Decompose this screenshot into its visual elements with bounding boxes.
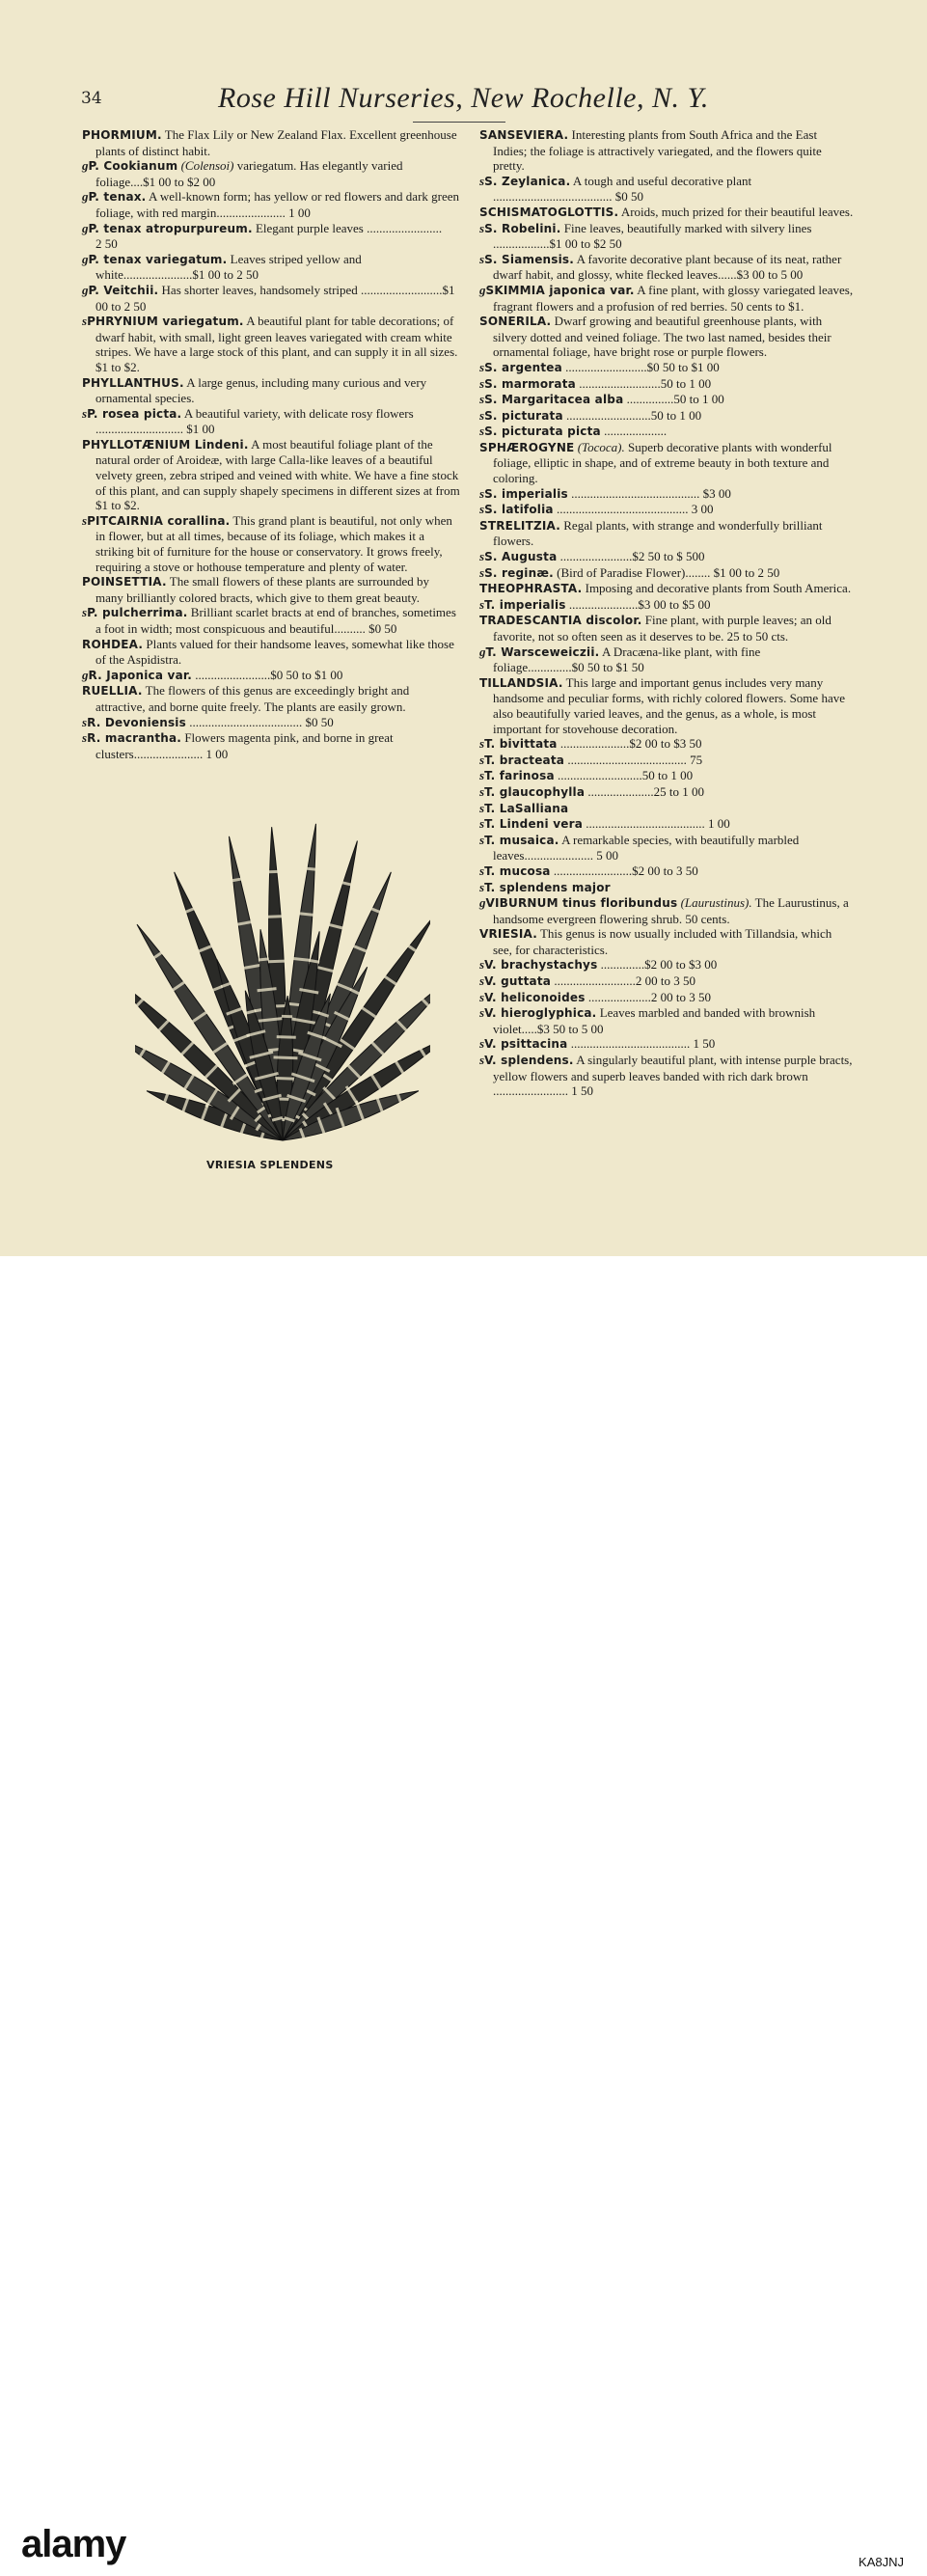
entry-text: Flowers magenta pink, and borne in great clusters...................... — [95, 730, 394, 761]
entry-text: Leaves striped yellow and white......................$1 00 to — [95, 252, 362, 283]
entry-name: V. psittacina — [484, 1037, 567, 1051]
entry-mark: s — [479, 957, 484, 972]
entry-name: S. picturata — [484, 409, 563, 423]
entry-mark: s — [479, 880, 484, 894]
catalog-entry — [479, 753, 854, 769]
catalog-entry — [479, 565, 854, 582]
entry-price: 3 50 — [673, 973, 695, 988]
catalog-entry — [479, 252, 854, 283]
entry-name: POINSETTIA. — [82, 575, 167, 589]
catalog-entry — [479, 833, 854, 863]
entry-mark: s — [479, 424, 484, 438]
entry-text: .......................$2 50 to — [560, 549, 673, 563]
entry-mark: s — [479, 833, 484, 847]
entry-text: A remarkable species, with beautifully marbled leaves...................... — [493, 833, 799, 863]
entry-text: A large genus, including many curious and very ornamental species. — [95, 375, 426, 406]
leaf-band — [265, 917, 285, 918]
entry-mark: s — [479, 174, 484, 188]
entry-text: Brilliant scarlet bracts at end of branches, sometimes a foot in width; most conspicuous and beautiful.......... — [95, 605, 456, 636]
entry-text: ...............50 to — [627, 392, 699, 406]
entry-mark: s — [479, 736, 484, 751]
catalog-entry — [479, 801, 854, 817]
entry-text: (Bird of Paradise Flower)........ $1 00 to — [557, 565, 754, 580]
catalog-entry — [479, 644, 854, 675]
leaf-band — [232, 879, 242, 881]
entry-text: Has shorter leaves, handsomely striped ..........................$1 00 to — [95, 283, 455, 314]
entry-text: Elegant purple leaves ........................ — [256, 221, 442, 235]
entry-mark: s — [82, 715, 87, 729]
entry-text: Fine leaves, beautifully marked with silvery lines ..................$1 00 to — [493, 221, 811, 252]
entry-mark: s — [479, 768, 484, 782]
entry-price: $0 50 — [615, 189, 643, 204]
entry-text: The Flax Lily or New Zealand Flax. Excellent greenhouse plants of distinct habit. — [95, 127, 457, 158]
catalog-entry — [479, 613, 854, 644]
entry-text: The small flowers of these plants are surrounded by many brilliantly colored bracts, which give to them great beauty. — [95, 574, 429, 605]
catalog-entry — [82, 437, 460, 513]
entry-name: S. Margaritacea alba — [484, 393, 623, 406]
entry-name: VIBURNUM tinus floribundus — [486, 896, 678, 910]
catalog-entry — [82, 683, 460, 714]
entry-name: T. imperialis — [484, 598, 566, 612]
entry-name: V. brachystachys — [484, 958, 597, 972]
catalog-entry — [479, 549, 854, 565]
entry-name: T. bracteata — [484, 754, 564, 767]
entry-text: ......................$2 00 to — [560, 736, 670, 751]
entry-price: 3 50 — [689, 990, 711, 1004]
entry-mark: g — [82, 668, 89, 682]
entry-price: 5 00 — [582, 1022, 604, 1036]
entry-mark: g — [82, 283, 89, 297]
entry-latin: (Tococa). — [578, 440, 625, 454]
entry-name: PHYLLOTÆNIUM Lindeni. — [82, 438, 249, 452]
footer-strip — [0, 1256, 927, 1341]
entry-mark: s — [479, 360, 484, 374]
catalog-entry — [82, 574, 460, 605]
entry-price: 5 00 — [780, 267, 803, 282]
entry-name: PHORMIUM. — [82, 128, 162, 142]
entry-mark: s — [479, 1053, 484, 1067]
entry-text: This large and important genus includes very many handsome and peculiar forms, with richly colored flowers. Some have also beautifully varied leaves, and the genus, as a whole, is most important for stovehouse decoration. — [493, 675, 845, 736]
catalog-entry — [479, 127, 854, 174]
entry-text: ...........................50 to — [566, 408, 676, 423]
entry-text: A Dracæna-like plant, with fine foliage..............$0 50 to — [493, 644, 760, 675]
entry-text: ..............$2 00 to — [601, 957, 686, 972]
entry-text: A beautiful plant for table decorations; of dwarf habit, with small, light green leaves variegated with cream white stripes. We have a large stock of this plant, and can supply it in all sizes. $1 to $2. — [95, 314, 457, 374]
entry-name: R. Japonica var. — [89, 669, 193, 682]
entry-name: PITCAIRNIA corallina. — [87, 514, 230, 528]
entry-name: VRIESIA. — [479, 927, 537, 941]
left-column — [82, 127, 460, 761]
catalog-entry — [479, 957, 854, 973]
image-id: KA8JNJ — [859, 2555, 904, 2569]
catalog-entry — [479, 376, 854, 393]
entry-mark: s — [479, 221, 484, 235]
catalog-entry — [479, 1005, 854, 1036]
entry-name: S. argentea — [484, 361, 562, 374]
entry-text: ..........................$0 50 to — [565, 360, 688, 374]
entry-name: S. marmorata — [484, 377, 576, 391]
entry-text: The Laurustinus, a handsome evergreen flowering shrub. 50 cents. — [493, 895, 849, 926]
page-number: 34 — [81, 89, 102, 108]
catalog-entry — [479, 221, 854, 252]
entry-name: T. mucosa — [484, 864, 551, 878]
entry-name: PHYLLANTHUS. — [82, 376, 184, 390]
catalog-page — [0, 0, 927, 1256]
entry-name: P. Cookianum — [89, 159, 178, 173]
entry-text: Imposing and decorative plants from South America. — [586, 581, 851, 595]
catalog-entry — [82, 375, 460, 406]
catalog-entry — [479, 408, 854, 425]
catalog-entry — [82, 605, 460, 636]
entry-price: 1 50 — [571, 1083, 593, 1098]
entry-text: ........................$0 50 to — [195, 668, 312, 682]
watermark-logo — [21, 2528, 166, 2576]
entry-text: The flowers of this genus are exceedingly bright and attractive, and borne quite freely. The plants are easily grown. — [95, 683, 409, 714]
entry-name: SPHÆROGYNE — [479, 441, 574, 454]
entry-price: $1 50 — [615, 660, 643, 674]
entry-mark: s — [479, 597, 484, 612]
entry-text: A fine plant, with glossy variegated leaves, fragrant flowers and a profusion of red berries. 50 cents to $1. — [493, 283, 853, 314]
entry-text: ..........................2 00 to — [554, 973, 670, 988]
entry-text: .................... — [604, 424, 667, 438]
catalog-entry — [479, 863, 854, 880]
entry-text: Dwarf growing and beautiful greenhouse plants, with silvery dotted and veined foliage. The two last named, besides their ornamental foliage, have bright rose or purple flowers. — [493, 314, 832, 359]
catalog-entry — [82, 221, 460, 252]
entry-mark: g — [82, 189, 89, 204]
entry-mark: s — [479, 990, 484, 1004]
entry-price: 1 50 — [693, 1036, 715, 1051]
entry-name: P. tenax variegatum. — [89, 253, 228, 266]
entry-name: V. hieroglyphica. — [484, 1006, 596, 1020]
plant-leaves — [135, 824, 430, 1140]
entry-mark: s — [479, 1036, 484, 1051]
entry-name: S. imperialis — [484, 487, 568, 501]
entry-mark: s — [479, 486, 484, 501]
leaf-band — [273, 1078, 297, 1079]
entry-mark: g — [82, 252, 89, 266]
catalog-entry — [82, 406, 460, 437]
catalog-entry — [479, 440, 854, 486]
entry-name: THEOPHRASTA. — [479, 582, 582, 595]
entry-name: SKIMMIA japonica var. — [486, 284, 635, 297]
entry-name: TRADESCANTIA discolor. — [479, 614, 642, 627]
entry-name: R. macrantha. — [87, 731, 181, 745]
entry-name: P. tenax. — [89, 190, 147, 204]
entry-mark: s — [479, 753, 484, 767]
figure-caption: VRIESIA SPLENDENS — [206, 1159, 334, 1171]
entry-price: $1 00 — [314, 668, 342, 682]
entry-mark: s — [479, 784, 484, 799]
entry-mark: s — [479, 392, 484, 406]
catalog-entry — [479, 424, 854, 440]
entry-price: 1 00 — [288, 206, 311, 220]
vriesia-splendens-illustration — [135, 822, 430, 1165]
entry-text: Aroids, much prized for their beautiful leaves. — [621, 205, 853, 219]
entry-name: T. bivittata — [484, 737, 558, 751]
entry-price: $1 00 — [692, 360, 720, 374]
entry-mark: s — [82, 406, 87, 421]
entry-price: 1 00 — [708, 816, 730, 831]
entry-name: S. Zeylanica. — [484, 175, 570, 188]
entry-price: 2 50 — [236, 267, 259, 282]
entry-mark: s — [82, 513, 87, 528]
entry-name: ROHDEA. — [82, 638, 143, 651]
entry-mark: g — [479, 644, 486, 659]
catalog-entry — [479, 1053, 854, 1099]
entry-latin: (Colensoi) — [181, 158, 234, 173]
catalog-entry — [479, 990, 854, 1006]
leaf-band — [274, 1057, 298, 1058]
entry-name: T. splendens major — [484, 881, 611, 894]
entry-price: 2 50 — [757, 565, 779, 580]
entry-mark: g — [82, 221, 89, 235]
entry-name: T. Lindeni vera — [484, 817, 583, 831]
entry-text: A favorite decorative plant because of its neat, rather dwarf habit, and glossy, white flecked leaves......$3 00 to — [493, 252, 841, 283]
entry-name: SCHISMATOGLOTTIS. — [479, 206, 618, 219]
catalog-entry — [479, 816, 854, 833]
entry-mark: s — [479, 408, 484, 423]
alamy-logo-icon — [21, 2528, 166, 2566]
entry-mark: s — [479, 549, 484, 563]
entry-price: $ 500 — [676, 549, 704, 563]
catalog-entry — [479, 502, 854, 518]
entry-price: $0 50 — [305, 715, 333, 729]
catalog-entry — [82, 252, 460, 283]
entry-text: ....................2 00 to — [588, 990, 686, 1004]
entry-name: P. pulcherrima. — [87, 606, 187, 619]
entry-name: V. heliconoides — [484, 991, 586, 1004]
entry-price: 1 00 — [205, 747, 228, 761]
entry-text: Interesting plants from South Africa and the East Indies; the foliage is attractively variegated, and the flowers quite pretty. — [493, 127, 822, 173]
catalog-entry — [479, 486, 854, 503]
entry-text: ......................$3 00 to — [569, 597, 679, 612]
entry-mark: s — [479, 1005, 484, 1020]
entry-price: $1 00 — [186, 422, 214, 436]
catalog-entry — [479, 205, 854, 221]
entry-mark: s — [82, 605, 87, 619]
catalog-entry — [82, 730, 460, 761]
catalog-entry — [479, 736, 854, 753]
catalog-entry — [82, 189, 460, 220]
entry-mark: g — [82, 158, 89, 173]
entry-latin: (Laurustinus). — [681, 895, 752, 910]
entry-text: A most beautiful foliage plant of the natural order of Aroideæ, with large Calla-like leaves of a beautiful velvety green, zebra striped and veined with white. We have a fine stock of this plant, and can supply shapely specimens in different sizes at from $1 to $2. — [95, 437, 460, 512]
entry-text: ...................................... — [567, 753, 687, 767]
entry-price: 2 50 — [124, 299, 147, 314]
entry-mark: g — [479, 283, 486, 297]
entry-price: $5 00 — [682, 597, 710, 612]
leaf-band — [259, 959, 269, 960]
entry-price: $2 50 — [593, 236, 621, 251]
leaf-band — [258, 989, 277, 991]
entry-text: This genus is now usually included with Tillandsia, which see, for characteristics. — [493, 926, 832, 957]
entry-price: $0 50 — [368, 621, 396, 636]
right-column — [479, 127, 854, 1099]
entry-text: Leaves marbled and banded with brownish violet.....$3 50 to — [493, 1005, 815, 1036]
entry-price: 1 00 — [670, 768, 693, 782]
entry-price: 1 00 — [679, 408, 701, 423]
entry-mark: s — [479, 565, 484, 580]
catalog-entry — [82, 668, 460, 684]
entry-mark: g — [479, 895, 486, 910]
entry-name: P. tenax atropurpureum. — [89, 222, 253, 235]
entry-name: T. glaucophylla — [484, 785, 585, 799]
leaf-band — [309, 960, 319, 962]
entry-text: Regal plants, with strange and wonderfully brilliant flowers. — [493, 518, 823, 549]
entry-price: 3 50 — [676, 863, 698, 878]
entry-text: ...................................... — [586, 816, 705, 831]
entry-name: S. Robelini. — [484, 222, 560, 235]
entry-name: S. Siamensis. — [484, 253, 574, 266]
catalog-entry — [479, 926, 854, 957]
header-rule — [413, 122, 505, 123]
catalog-entry — [479, 518, 854, 549]
entry-name: S. Augusta — [484, 550, 557, 563]
entry-text: A tough and useful decorative plant ...................................... — [493, 174, 751, 205]
catalog-entry — [479, 895, 854, 926]
entry-mark: s — [479, 801, 484, 815]
entry-name: S. reginæ. — [484, 566, 554, 580]
entry-mark: s — [82, 314, 87, 328]
entry-name: RUELLIA. — [82, 684, 143, 698]
catalog-entry — [479, 880, 854, 896]
entry-text: ...................................... — [571, 1036, 691, 1051]
catalog-entry — [479, 392, 854, 408]
entry-mark: s — [479, 376, 484, 391]
entry-text: This grand plant is beautiful, not only when in flower, but at all times, because of its foliage, which makes it a striking bit of furniture for the house or conservatory. It grows freely, requiring a stove or hothouse temperature and plenty of water. — [95, 513, 452, 574]
svg-text:alamy: alamy — [21, 2528, 127, 2565]
entry-text: .........................$2 00 to — [554, 863, 673, 878]
entry-price: 1 00 — [702, 392, 724, 406]
catalog-entry — [479, 784, 854, 801]
entry-mark: s — [479, 502, 484, 516]
entry-name: STRELITZIA. — [479, 519, 560, 533]
entry-price: 1 00 — [682, 784, 704, 799]
catalog-entry — [479, 174, 854, 205]
catalog-entry — [479, 581, 854, 597]
entry-mark: s — [82, 730, 87, 745]
entry-mark: s — [479, 252, 484, 266]
catalog-entry — [82, 637, 460, 668]
entry-name: T. farinosa — [484, 769, 555, 782]
entry-text: Superb decorative plants with wonderful foliage, elliptic in shape, and of extreme beauty in both texture and coloring. — [493, 440, 832, 485]
catalog-entry — [82, 283, 460, 314]
entry-mark: s — [479, 973, 484, 988]
catalog-entry — [479, 768, 854, 784]
entry-name: PHRYNIUM variegatum. — [87, 315, 244, 328]
entry-text: .......................................... — [557, 502, 689, 516]
entry-text: A well-known form; has yellow or red flowers and dark green foliage, with red margin...................... — [95, 189, 459, 220]
catalog-entry — [479, 597, 854, 614]
catalog-entry — [82, 127, 460, 158]
entry-text: ......................................... — [571, 486, 699, 501]
entry-name: S. picturata picta — [484, 425, 601, 438]
entry-price: $3 50 — [673, 736, 701, 751]
catalog-entry — [479, 283, 854, 314]
page-title: Rose Hill Nurseries, New Rochelle, N. Y. — [0, 82, 927, 115]
entry-name: T. Warsceweiczii. — [486, 645, 600, 659]
entry-name: P. Veitchii. — [89, 284, 159, 297]
entry-name: T. musaica. — [484, 834, 559, 847]
entry-price: 75 — [690, 753, 702, 767]
entry-price: 3 00 — [692, 502, 714, 516]
entry-text: Fine plant, with purple leaves; an old favorite, not so often seen as it deserves to be. 25 to 50 cts. — [493, 613, 832, 644]
entry-name: TILLANDSIA. — [479, 676, 563, 690]
entry-mark: s — [479, 863, 484, 878]
entry-price: 5 00 — [596, 848, 618, 863]
entry-text: .....................25 to — [587, 784, 679, 799]
catalog-entry — [82, 314, 460, 374]
entry-name: V. splendens. — [484, 1054, 574, 1067]
catalog-entry — [479, 360, 854, 376]
entry-price: 1 00 — [689, 376, 711, 391]
catalog-entry — [82, 715, 460, 731]
entry-price: $3 00 — [703, 486, 731, 501]
entry-text: A beautiful variety, with delicate rosy flowers ............................ — [95, 406, 414, 437]
entry-mark: s — [479, 816, 484, 831]
entry-text: ...........................50 to — [558, 768, 668, 782]
catalog-entry — [479, 314, 854, 360]
entry-price: 2 50 — [95, 236, 118, 251]
leaf-band — [277, 1037, 296, 1038]
entry-name: SANSEVIERA. — [479, 128, 568, 142]
leaf-band — [306, 868, 316, 869]
catalog-entry — [82, 158, 460, 189]
entry-price: $3 00 — [689, 957, 717, 972]
catalog-entry — [479, 973, 854, 990]
entry-text: Plants valued for their handsome leaves, somewhat like those of the Aspidistra. — [95, 637, 454, 668]
entry-text: A singularly beautiful plant, with intense purple bracts, yellow flowers and superb leaves banded with rich dark brown ........................ — [493, 1053, 853, 1098]
entry-text: .................................... — [189, 715, 302, 729]
catalog-entry — [479, 1036, 854, 1053]
entry-name: SONERILA. — [479, 315, 551, 328]
entry-name: R. Devoniensis — [87, 716, 186, 729]
entry-name: S. latifolia — [484, 503, 554, 516]
catalog-entry — [82, 513, 460, 574]
entry-text: variegatum. Has elegantly varied foliage....$1 00 to $2 00 — [95, 158, 403, 189]
entry-name: T. LaSalliana — [484, 802, 568, 815]
leaf-band — [297, 914, 316, 916]
entry-name: P. rosea picta. — [87, 407, 181, 421]
entry-text: ..........................50 to — [579, 376, 686, 391]
catalog-entry — [479, 675, 854, 736]
entry-name: V. guttata — [484, 974, 551, 988]
